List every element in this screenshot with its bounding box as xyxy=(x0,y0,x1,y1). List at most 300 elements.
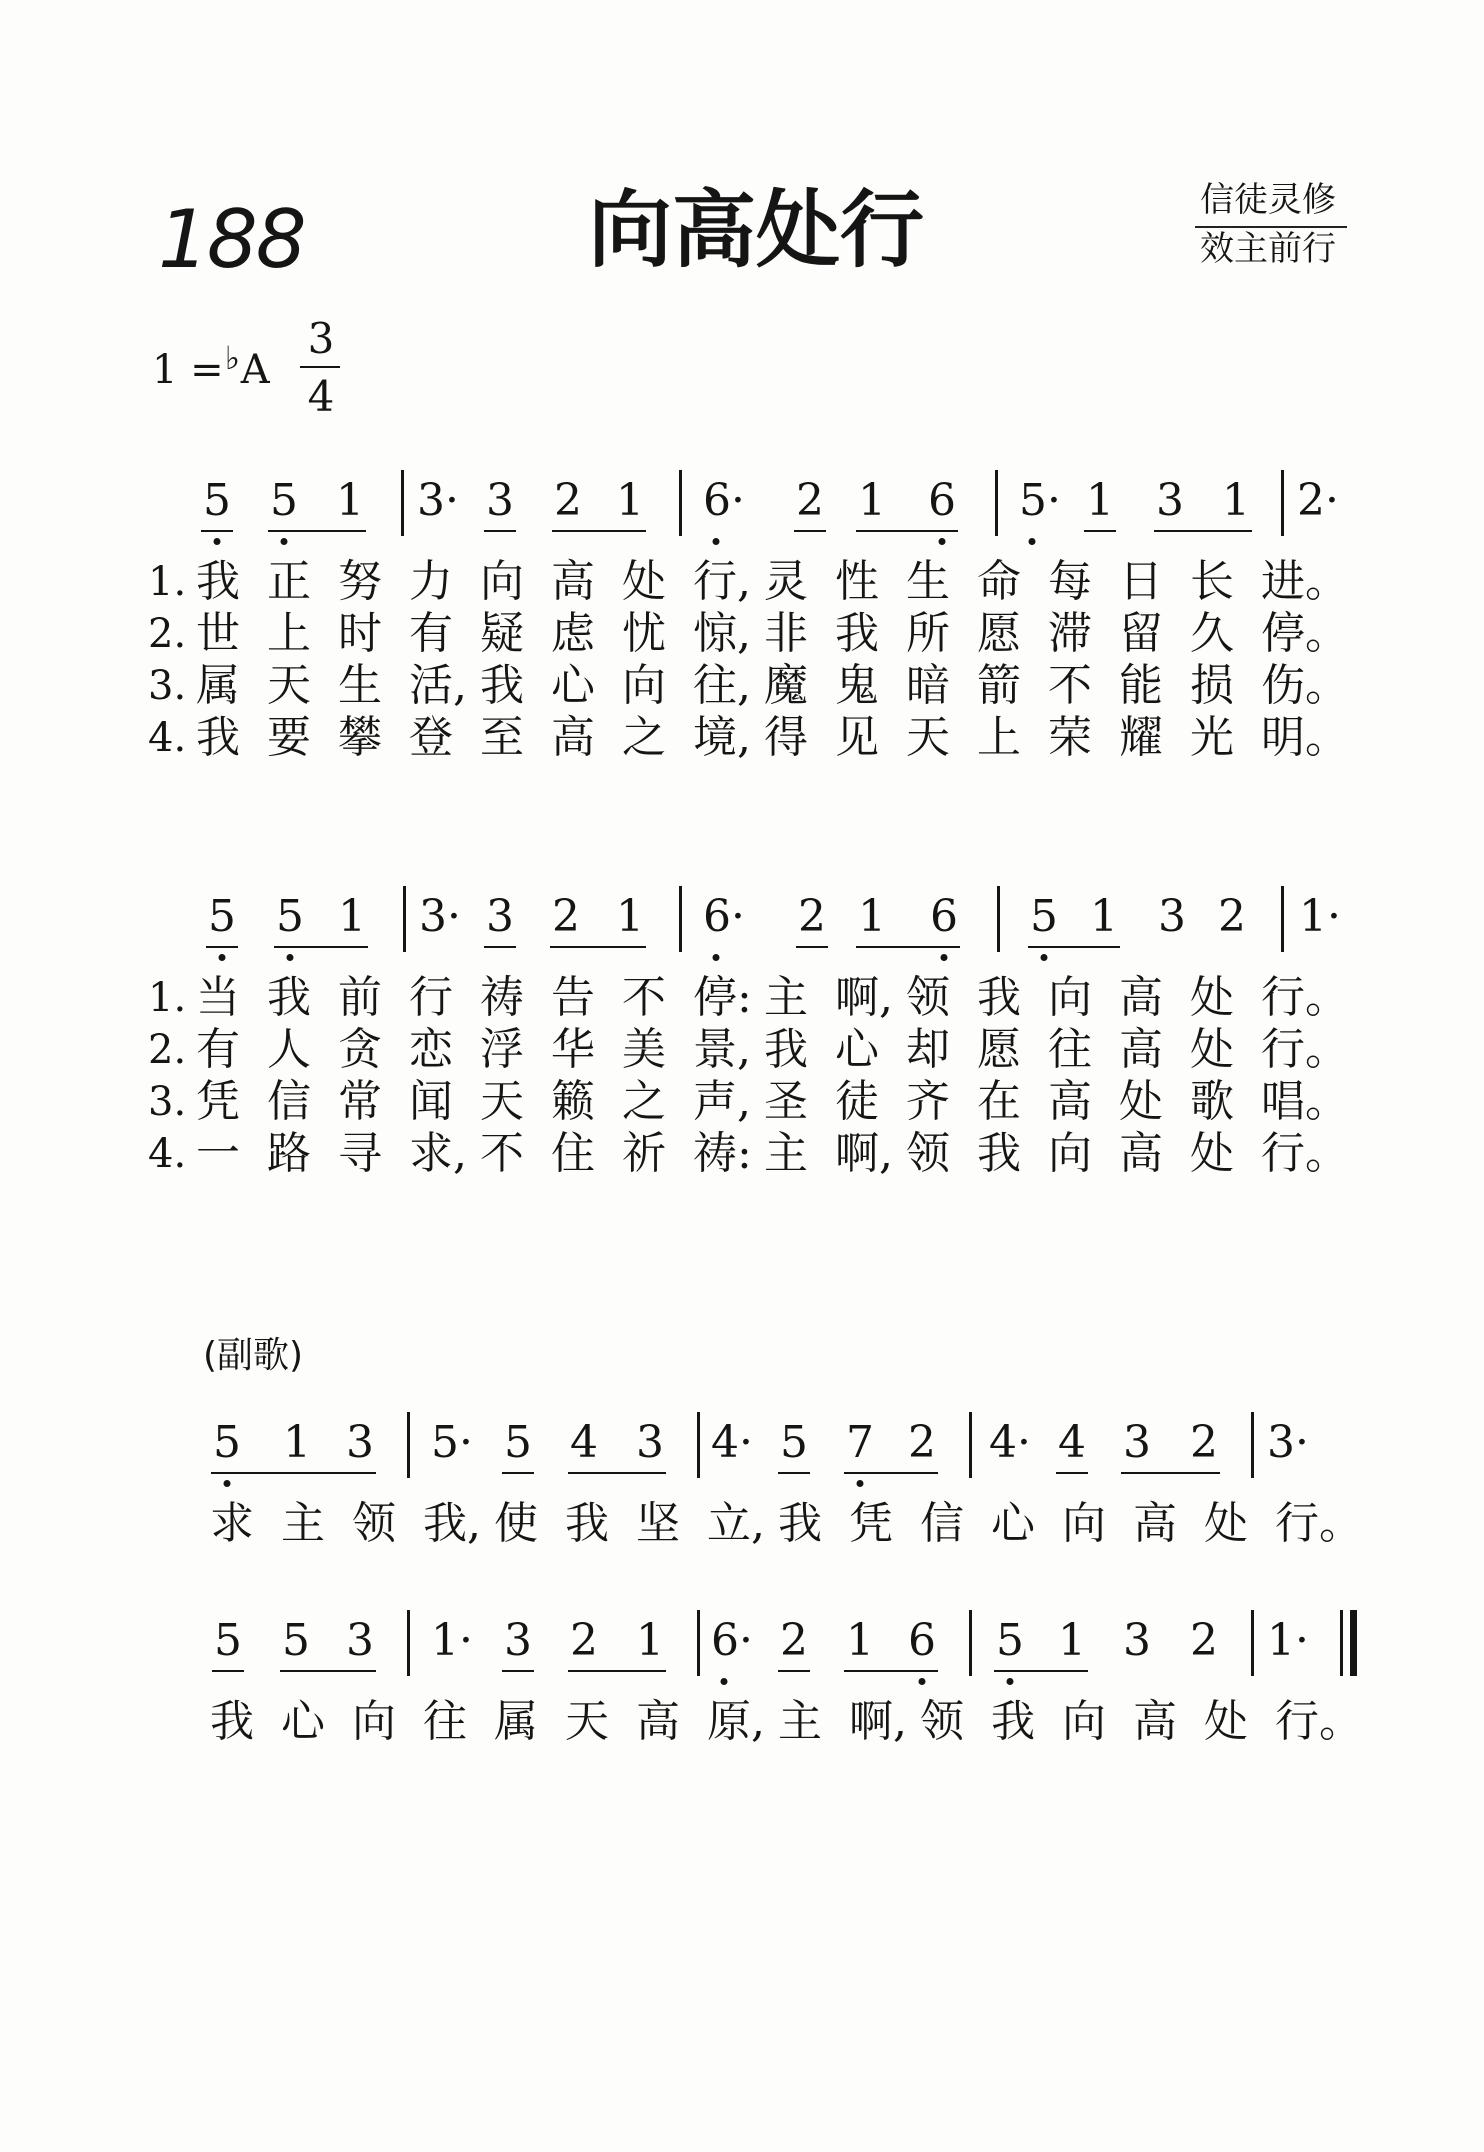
time-signature-bottom: 4 xyxy=(307,372,335,421)
lyric-syllable: 寻 xyxy=(338,1128,382,1179)
note: 2 xyxy=(1218,891,1246,942)
lyric-syllable: 我 xyxy=(565,1498,609,1549)
lyric-syllable: 住 xyxy=(551,1128,595,1179)
lyric-syllable: 天 xyxy=(906,712,950,763)
eighth-underline xyxy=(778,1472,810,1474)
lyric-syllable: 籁 xyxy=(551,1076,595,1127)
note: 1 xyxy=(616,891,644,942)
eighth-underline xyxy=(1084,530,1116,532)
lyric-syllable: 行。 xyxy=(1275,1498,1363,1549)
lyric-syllable: 祈 xyxy=(622,1128,666,1179)
lyric-syllable: 主 xyxy=(778,1696,822,1747)
lyric-syllable: 得 xyxy=(764,712,808,763)
final-barline xyxy=(1350,1610,1357,1676)
lyric-syllable: 啊, xyxy=(835,972,893,1023)
chorus-label: (副歌) xyxy=(203,1335,304,1376)
note: 1 xyxy=(283,1417,311,1468)
note: 7 xyxy=(846,1417,874,1468)
note: 2 xyxy=(780,1615,808,1666)
eighth-underline xyxy=(856,946,960,948)
lyric-syllable: 声, xyxy=(693,1076,751,1127)
low-octave-dot xyxy=(1007,1678,1014,1685)
low-octave-dot xyxy=(281,538,288,545)
eighth-underline xyxy=(484,530,516,532)
lyric-syllable: 天 xyxy=(480,1076,524,1127)
note: 1 xyxy=(1222,475,1250,526)
lyric-syllable: 不 xyxy=(1048,660,1092,711)
lyric-syllable: 告 xyxy=(551,972,595,1023)
lyric-syllable: 啊, xyxy=(835,1128,893,1179)
note: 5· xyxy=(431,1417,473,1468)
lyric-syllable: 常 xyxy=(338,1076,382,1127)
lyric-syllable: 凭 xyxy=(849,1498,893,1549)
lyric-syllable: 属 xyxy=(196,660,240,711)
lyric-syllable: 行。 xyxy=(1261,1128,1349,1179)
low-octave-dot xyxy=(224,1480,231,1487)
key-signature xyxy=(152,339,270,393)
note: 1· xyxy=(1267,1615,1309,1666)
lyric-syllable: 日 xyxy=(1119,556,1163,607)
note: 1 xyxy=(338,891,366,942)
lyric-syllable: 往 xyxy=(423,1696,467,1747)
note: 2 xyxy=(1190,1615,1218,1666)
lyric-syllable: 灵 xyxy=(764,556,808,607)
lyric-syllable: 滞 xyxy=(1048,608,1092,659)
category-sub: 效主前行 xyxy=(1200,229,1336,269)
lyric-syllable: 向 xyxy=(622,660,666,711)
lyric-syllable: 贪 xyxy=(338,1024,382,1075)
eighth-underline xyxy=(484,946,516,948)
note: 3 xyxy=(1156,475,1184,526)
flat-sign: ♭ xyxy=(224,339,240,377)
time-signature-top: 3 xyxy=(307,314,335,363)
lyric-syllable: 性 xyxy=(835,556,879,607)
lyric-syllable: 伤。 xyxy=(1261,660,1349,711)
lyric-syllable: 之 xyxy=(622,1076,666,1127)
lyric-syllable: 原, xyxy=(707,1696,765,1747)
notation-row-2 xyxy=(0,892,1484,952)
lyric-syllable: 不 xyxy=(622,972,666,1023)
lyric-syllable: 天 xyxy=(267,660,311,711)
lyric-syllable: 前 xyxy=(338,972,382,1023)
low-octave-dot xyxy=(941,954,948,961)
note: 1 xyxy=(1090,891,1118,942)
note: 5 xyxy=(1030,891,1058,942)
lyric-syllable: 高 xyxy=(551,712,595,763)
eighth-underline xyxy=(1056,1472,1088,1474)
lyric-syllable: 使 xyxy=(494,1498,538,1549)
lyric-syllable: 处 xyxy=(1204,1696,1248,1747)
barline xyxy=(1251,1412,1254,1478)
lyric-syllable: 努 xyxy=(338,556,382,607)
lyric-syllable: 行。 xyxy=(1261,1024,1349,1075)
lyric-syllable: 耀 xyxy=(1119,712,1163,763)
lyric-syllable: 魔 xyxy=(764,660,808,711)
lyric-syllable: 唱。 xyxy=(1261,1076,1349,1127)
low-octave-dot xyxy=(919,1678,926,1685)
lyric-syllable: 向 xyxy=(352,1696,396,1747)
lyric-syllable: 心 xyxy=(551,660,595,711)
lyric-syllable: 登 xyxy=(409,712,453,763)
hymn-title: 向高处行 xyxy=(588,181,925,279)
note: 5 xyxy=(282,1615,310,1666)
note: 5 xyxy=(214,1615,242,1666)
barline xyxy=(697,1610,700,1676)
lyric-syllable: 人 xyxy=(267,1024,311,1075)
lyric-syllable: 明。 xyxy=(1261,712,1349,763)
lyric-syllable: 高 xyxy=(1048,1076,1092,1127)
low-octave-dot xyxy=(713,538,720,545)
key-name: A xyxy=(240,347,270,393)
lyric-syllable: 非 xyxy=(764,608,808,659)
eighth-underline xyxy=(568,1670,666,1672)
category-main: 信徒灵修 xyxy=(1200,180,1336,220)
lyric-syllable: 景, xyxy=(693,1024,751,1075)
lyric-syllable: 上 xyxy=(977,712,1021,763)
lyric-syllable: 高 xyxy=(1133,1498,1177,1549)
lyric-syllable: 却 xyxy=(906,1024,950,1075)
eighth-underline xyxy=(844,1670,938,1672)
lyric-syllable: 久 xyxy=(1190,608,1234,659)
note: 3 xyxy=(346,1417,374,1468)
eighth-underline xyxy=(844,1472,938,1474)
lyric-syllable: 光 xyxy=(1190,712,1234,763)
eighth-underline xyxy=(211,1472,376,1474)
lyric-syllable: 处 xyxy=(1119,1076,1163,1127)
lyric-syllable: 信 xyxy=(920,1498,964,1549)
note: 5· xyxy=(1019,475,1061,526)
low-octave-dot xyxy=(857,1480,864,1487)
note: 4· xyxy=(711,1417,753,1468)
note: 5 xyxy=(504,1417,532,1468)
lyric-syllable: 歌 xyxy=(1190,1076,1234,1127)
lyric-syllable: 圣 xyxy=(764,1076,808,1127)
lyric-syllable: 攀 xyxy=(338,712,382,763)
lyric-syllable: 进。 xyxy=(1261,556,1349,607)
lyric-syllable: 领 xyxy=(920,1696,964,1747)
lyric-syllable: 徒 xyxy=(835,1076,879,1127)
lyric-syllable: 上 xyxy=(267,608,311,659)
note: 5 xyxy=(276,891,304,942)
lyric-syllable: 向 xyxy=(1048,972,1092,1023)
barline xyxy=(969,1412,972,1478)
lyric-syllable: 处 xyxy=(1190,1024,1234,1075)
note: 6· xyxy=(711,1615,753,1666)
eighth-underline xyxy=(856,530,958,532)
lyric-syllable: 我 xyxy=(977,1128,1021,1179)
lyric-syllable: 荣 xyxy=(1048,712,1092,763)
verse-number: 4. xyxy=(148,1131,187,1177)
lyric-syllable: 我 xyxy=(764,1024,808,1075)
lyric-syllable: 天 xyxy=(565,1696,609,1747)
verse-number: 1. xyxy=(148,559,187,605)
low-octave-dot xyxy=(287,954,294,961)
note: 1 xyxy=(616,475,644,526)
lyric-syllable: 有 xyxy=(196,1024,240,1075)
lyric-syllable: 路 xyxy=(267,1128,311,1179)
lyric-syllable: 要 xyxy=(267,712,311,763)
verse-number: 2. xyxy=(148,1027,187,1073)
note: 3 xyxy=(636,1417,664,1468)
lyric-syllable: 至 xyxy=(480,712,524,763)
verse-number: 2. xyxy=(148,611,187,657)
lyric-syllable: 我 xyxy=(196,712,240,763)
barline xyxy=(403,886,406,952)
lyric-syllable: 时 xyxy=(338,608,382,659)
lyric-syllable: 向 xyxy=(480,556,524,607)
lyric-syllable: 向 xyxy=(1048,1128,1092,1179)
lyric-syllable: 我 xyxy=(210,1696,254,1747)
lyric-syllable: 向 xyxy=(1062,1696,1106,1747)
lyric-syllable: 留 xyxy=(1119,608,1163,659)
notation-row-4 xyxy=(0,1616,1484,1676)
notation-row-3 xyxy=(0,1418,1484,1478)
lyric-syllable: 浮 xyxy=(480,1024,524,1075)
lyric-syllable: 恋 xyxy=(409,1024,453,1075)
lyric-syllable: 高 xyxy=(1119,1128,1163,1179)
lyric-syllable: 高 xyxy=(636,1696,680,1747)
eighth-underline xyxy=(268,530,366,532)
lyric-syllable: 长 xyxy=(1190,556,1234,607)
lyric-syllable: 信 xyxy=(267,1076,311,1127)
final-barline xyxy=(1340,1610,1343,1676)
barline xyxy=(1281,470,1284,536)
lyric-syllable: 领 xyxy=(352,1498,396,1549)
eighth-underline xyxy=(274,946,368,948)
lyric-syllable: 华 xyxy=(551,1024,595,1075)
lyric-syllable: 虑 xyxy=(551,608,595,659)
note: 6 xyxy=(908,1615,936,1666)
eighth-underline xyxy=(201,530,233,532)
lyric-syllable: 我 xyxy=(991,1696,1035,1747)
lyric-syllable: 愿 xyxy=(977,608,1021,659)
lyric-syllable: 见 xyxy=(835,712,879,763)
note: 5 xyxy=(213,1417,241,1468)
barline xyxy=(969,1610,972,1676)
lyric-syllable: 属 xyxy=(494,1696,538,1747)
note: 3 xyxy=(504,1615,532,1666)
time-signature-bar xyxy=(300,366,340,368)
note: 3· xyxy=(417,475,459,526)
verse-number: 1. xyxy=(148,975,187,1021)
note: 1 xyxy=(858,891,886,942)
eighth-underline xyxy=(206,946,238,948)
low-octave-dot xyxy=(1029,538,1036,545)
lyric-syllable: 当 xyxy=(196,972,240,1023)
note: 5 xyxy=(270,475,298,526)
note: 6· xyxy=(703,475,745,526)
barline xyxy=(995,470,998,536)
note: 2 xyxy=(570,1615,598,1666)
lyric-syllable: 我 xyxy=(778,1498,822,1549)
lyric-syllable: 我 xyxy=(835,608,879,659)
category-divider xyxy=(1195,226,1347,228)
eighth-underline xyxy=(796,946,828,948)
key-prefix: 1 = xyxy=(152,347,224,393)
note: 2 xyxy=(798,891,826,942)
note: 3 xyxy=(346,1615,374,1666)
lyric-syllable: 凭 xyxy=(196,1076,240,1127)
lyric-syllable: 不 xyxy=(480,1128,524,1179)
eighth-underline xyxy=(778,1670,810,1672)
low-octave-dot xyxy=(219,954,226,961)
note: 1· xyxy=(431,1615,473,1666)
lyric-syllable: 往 xyxy=(1048,1024,1092,1075)
barline xyxy=(407,1412,410,1478)
lyric-syllable: 停: xyxy=(693,972,752,1023)
lyric-syllable: 能 xyxy=(1119,660,1163,711)
lyric-syllable: 求 xyxy=(210,1498,254,1549)
note: 1 xyxy=(336,475,364,526)
lyric-syllable: 高 xyxy=(551,556,595,607)
eighth-underline xyxy=(994,1670,1088,1672)
note: 4 xyxy=(570,1417,598,1468)
lyric-syllable: 祷 xyxy=(480,972,524,1023)
note: 3 xyxy=(486,475,514,526)
low-octave-dot xyxy=(713,954,720,961)
note: 6 xyxy=(930,891,958,942)
lyric-syllable: 之 xyxy=(622,712,666,763)
low-octave-dot xyxy=(1041,954,1048,961)
lyric-syllable: 向 xyxy=(1062,1498,1106,1549)
lyric-syllable: 高 xyxy=(1133,1696,1177,1747)
lyric-syllable: 求, xyxy=(409,1128,467,1179)
barline xyxy=(407,1610,410,1676)
lyric-syllable: 在 xyxy=(977,1076,1021,1127)
lyric-syllable: 忧 xyxy=(622,608,666,659)
eighth-underline xyxy=(550,946,646,948)
lyric-syllable: 行 xyxy=(409,972,453,1023)
eighth-underline xyxy=(794,530,826,532)
eighth-underline xyxy=(1154,530,1252,532)
note: 3 xyxy=(1158,891,1186,942)
note: 6· xyxy=(703,891,745,942)
eighth-underline xyxy=(212,1670,244,1672)
lyric-syllable: 生 xyxy=(906,556,950,607)
lyric-syllable: 主 xyxy=(764,972,808,1023)
lyric-syllable: 祷: xyxy=(693,1128,752,1179)
lyric-syllable: 行。 xyxy=(1275,1696,1363,1747)
lyric-syllable: 领 xyxy=(906,1128,950,1179)
lyric-syllable: 正 xyxy=(267,556,311,607)
lyric-syllable: 箭 xyxy=(977,660,1021,711)
barline xyxy=(1251,1610,1254,1676)
eighth-underline xyxy=(502,1670,534,1672)
lyric-syllable: 高 xyxy=(1119,972,1163,1023)
eighth-underline xyxy=(1028,946,1120,948)
note: 3· xyxy=(419,891,461,942)
note: 5 xyxy=(780,1417,808,1468)
lyric-syllable: 美 xyxy=(622,1024,666,1075)
note: 2 xyxy=(1190,1417,1218,1468)
lyric-syllable: 处 xyxy=(1190,972,1234,1023)
lyric-syllable: 一 xyxy=(196,1128,240,1179)
note: 1· xyxy=(1299,891,1341,942)
lyric-syllable: 闻 xyxy=(409,1076,453,1127)
lyric-syllable: 处 xyxy=(622,556,666,607)
lyric-syllable: 暗 xyxy=(906,660,950,711)
lyric-syllable: 鬼 xyxy=(835,660,879,711)
barline xyxy=(401,470,404,536)
lyric-syllable: 往, xyxy=(693,660,751,711)
lyric-syllable: 心 xyxy=(991,1498,1035,1549)
lyric-syllable: 行。 xyxy=(1261,972,1349,1023)
note: 5 xyxy=(203,475,231,526)
note: 4· xyxy=(989,1417,1031,1468)
lyric-syllable: 损 xyxy=(1190,660,1234,711)
lyric-syllable: 我, xyxy=(423,1498,481,1549)
lyric-syllable: 处 xyxy=(1190,1128,1234,1179)
lyric-syllable: 停。 xyxy=(1261,608,1349,659)
low-octave-dot xyxy=(721,1678,728,1685)
lyric-syllable: 我 xyxy=(480,660,524,711)
lyric-syllable: 心 xyxy=(835,1024,879,1075)
lyric-syllable: 命 xyxy=(977,556,1021,607)
low-octave-dot xyxy=(214,538,221,545)
lyric-syllable: 境, xyxy=(693,712,751,763)
lyric-syllable: 心 xyxy=(281,1696,325,1747)
eighth-underline xyxy=(502,1472,534,1474)
note: 1 xyxy=(1058,1615,1086,1666)
note: 6 xyxy=(928,475,956,526)
barline xyxy=(679,470,682,536)
note: 5 xyxy=(208,891,236,942)
lyric-syllable: 惊, xyxy=(693,608,751,659)
note: 2 xyxy=(908,1417,936,1468)
lyric-syllable: 行, xyxy=(693,556,751,607)
lyric-syllable: 世 xyxy=(196,608,240,659)
note: 1 xyxy=(858,475,886,526)
lyric-syllable: 活, xyxy=(409,660,467,711)
lyric-syllable: 所 xyxy=(906,608,950,659)
note: 3· xyxy=(1267,1417,1309,1468)
lyric-syllable: 主 xyxy=(281,1498,325,1549)
verse-number: 3. xyxy=(148,1079,187,1125)
lyric-syllable: 我 xyxy=(196,556,240,607)
note: 1 xyxy=(636,1615,664,1666)
note: 1 xyxy=(846,1615,874,1666)
lyric-syllable: 立, xyxy=(707,1498,765,1549)
note: 2 xyxy=(552,891,580,942)
barline xyxy=(1281,886,1284,952)
lyric-syllable: 每 xyxy=(1048,556,1092,607)
note: 2· xyxy=(1297,475,1339,526)
lyric-syllable: 力 xyxy=(409,556,453,607)
lyric-syllable: 疑 xyxy=(480,608,524,659)
eighth-underline xyxy=(280,1670,376,1672)
verse-number: 3. xyxy=(148,663,187,709)
barline xyxy=(997,886,1000,952)
note: 3 xyxy=(486,891,514,942)
verse-number: 4. xyxy=(148,715,187,761)
lyric-syllable: 处 xyxy=(1204,1498,1248,1549)
note: 3 xyxy=(1123,1615,1151,1666)
lyric-syllable: 愿 xyxy=(977,1024,1021,1075)
low-octave-dot xyxy=(939,538,946,545)
note: 3 xyxy=(1123,1417,1151,1468)
note: 2 xyxy=(554,475,582,526)
barline xyxy=(679,886,682,952)
lyric-syllable: 生 xyxy=(338,660,382,711)
eighth-underline xyxy=(552,530,646,532)
lyric-syllable: 坚 xyxy=(636,1498,680,1549)
note: 1 xyxy=(1086,475,1114,526)
lyric-syllable: 有 xyxy=(409,608,453,659)
lyric-syllable: 主 xyxy=(764,1128,808,1179)
lyric-syllable: 我 xyxy=(977,972,1021,1023)
note: 4 xyxy=(1058,1417,1086,1468)
lyric-syllable: 齐 xyxy=(906,1076,950,1127)
